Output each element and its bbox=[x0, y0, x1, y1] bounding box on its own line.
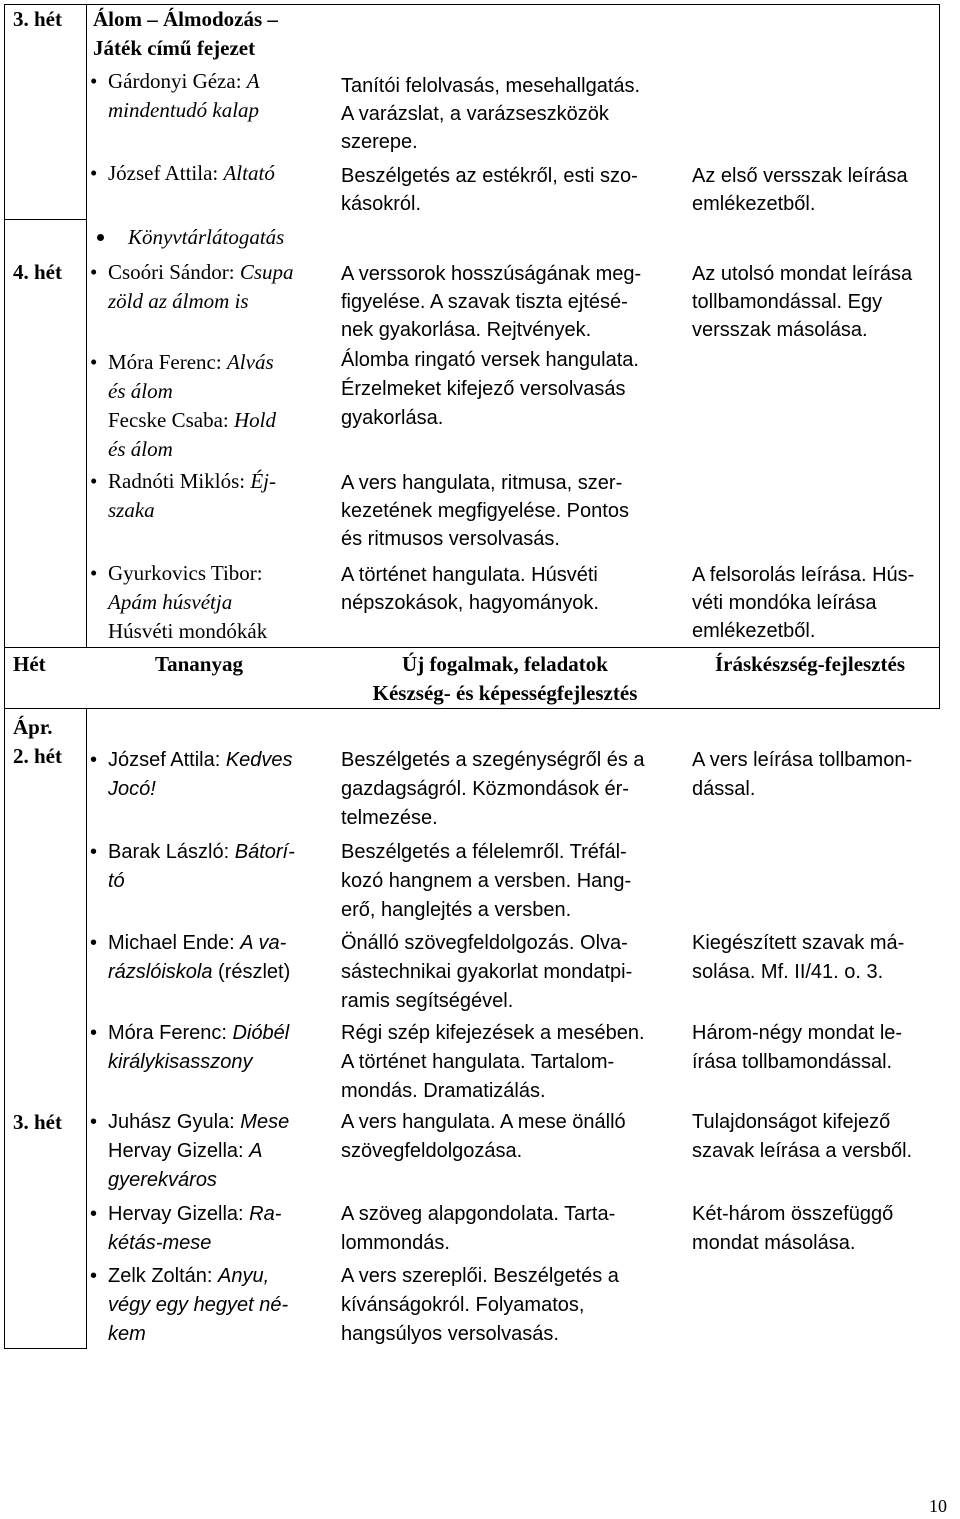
writing-task: A vers leírása tollbamon- bbox=[692, 749, 913, 771]
writing-task: Az első versszak leírása bbox=[692, 165, 908, 187]
reading-title: rázslóiskola (részlet) bbox=[108, 961, 291, 983]
task-text: kezetének megfigyelése. Pontos bbox=[341, 500, 629, 522]
task-text: hangsúlyos versolvasás. bbox=[341, 1323, 559, 1345]
writing-task: emlékezetből. bbox=[692, 193, 816, 215]
reading-item: • Móra Ferenc: Alvás bbox=[108, 348, 274, 377]
reading-title: mindentudó kalap bbox=[108, 98, 260, 122]
task-text: szövegfeldolgozása. bbox=[341, 1140, 523, 1162]
reading-item: • Zelk Zoltán: Anyu, bbox=[108, 1262, 269, 1291]
task-text: Beszélgetés az estékről, esti szo- bbox=[341, 165, 638, 187]
task-text: kásokról. bbox=[341, 193, 422, 215]
task-text: figyelése. A szavak tiszta ejtésé- bbox=[341, 291, 628, 313]
task-text: A verssorok hosszúságának meg- bbox=[341, 263, 642, 285]
task-text: nek gyakorlása. Rejtvények. bbox=[341, 319, 592, 341]
row-divider-konyvtar bbox=[4, 219, 86, 220]
task-text: A történet hangulata. Húsvéti bbox=[341, 564, 598, 586]
header-keszseg: Készség- és képességfejlesztés bbox=[372, 681, 638, 705]
task-text: gazdagságról. Közmondások ér- bbox=[341, 778, 629, 800]
writing-task: szavak leírása a versből. bbox=[692, 1140, 913, 1162]
writing-task: Az utolsó mondat leírása bbox=[692, 263, 913, 285]
writing-task: Kiegészített szavak má- bbox=[692, 932, 905, 954]
reading-title: királykisasszony bbox=[108, 1051, 253, 1073]
week-label: 3. hét bbox=[13, 1110, 62, 1134]
page-number: 10 bbox=[929, 1496, 947, 1516]
reading-item: Hervay Gizella: A bbox=[108, 1140, 263, 1162]
left-border-bottom bbox=[4, 709, 5, 1349]
chapter-title-2: Játék című fejezet bbox=[93, 36, 256, 60]
task-text: Önálló szövegfeldolgozás. Olva- bbox=[341, 932, 628, 954]
task-text: ramis segítségével. bbox=[341, 990, 514, 1012]
reading-title: zöld az álmom is bbox=[108, 289, 249, 313]
reading-item: • Csoóri Sándor: Csupa bbox=[108, 258, 294, 287]
task-text: A vers hangulata. A mese önálló bbox=[341, 1111, 626, 1133]
writing-task: Három-négy mondat le- bbox=[692, 1022, 903, 1044]
reading-item: • Barak László: Bátorí- bbox=[108, 838, 295, 867]
library-visit: Könyvtárlátogatás bbox=[128, 225, 285, 249]
reading-title: Jocó! bbox=[108, 778, 156, 800]
reading-item: • Gyurkovics Tibor: bbox=[108, 559, 263, 588]
task-text: A varázslat, a varázseszközök bbox=[341, 103, 609, 125]
task-text: Régi szép kifejezések a mesében. bbox=[341, 1022, 645, 1044]
reading-title: és álom bbox=[108, 379, 173, 403]
task-text: népszokások, hagyományok. bbox=[341, 592, 599, 614]
task-text: A történet hangulata. Tartalom- bbox=[341, 1051, 615, 1073]
task-text: kozó hangnem a versben. Hang- bbox=[341, 870, 632, 892]
bullet-icon bbox=[97, 234, 104, 241]
task-text: és ritmusos versolvasás. bbox=[341, 528, 560, 550]
task-text: Érzelmeket kifejező versolvasás bbox=[341, 378, 626, 400]
task-text: mondás. Dramatizálás. bbox=[341, 1080, 546, 1102]
writing-task: tollbamondással. Egy bbox=[692, 291, 883, 313]
writing-task: véti mondóka leírása bbox=[692, 592, 877, 614]
header-uj-fogalmak: Új fogalmak, feladatok bbox=[402, 652, 608, 676]
reading-title: szaka bbox=[108, 498, 155, 522]
task-text: telmezése. bbox=[341, 807, 438, 829]
week-label: 3. hét bbox=[13, 7, 62, 31]
task-text: kívánságokról. Folyamatos, bbox=[341, 1294, 585, 1316]
reading-item: • Hervay Gizella: Ra- bbox=[108, 1200, 281, 1229]
task-text: A vers szereplői. Beszélgetés a bbox=[341, 1265, 619, 1287]
week-label: 4. hét bbox=[13, 260, 62, 284]
col-divider-1 bbox=[86, 4, 87, 648]
reading-title: Apám húsvétja bbox=[108, 590, 233, 614]
reading-item: • Juhász Gyula: Mese bbox=[108, 1108, 289, 1137]
reading-item: Fecske Csaba: Hold bbox=[108, 408, 276, 432]
reading-item: • Michael Ende: A va- bbox=[108, 929, 286, 958]
task-text: Tanítói felolvasás, mesehallgatás. bbox=[341, 75, 641, 97]
reading-item: Húsvéti mondókák bbox=[108, 619, 268, 643]
writing-task: Két-három összefüggő bbox=[692, 1203, 894, 1225]
col-divider-bottom bbox=[86, 709, 87, 1349]
task-text: A vers hangulata, ritmusa, szer- bbox=[341, 472, 623, 494]
task-text: gyakorlása. bbox=[341, 407, 444, 429]
reading-title: gyerekváros bbox=[108, 1169, 217, 1191]
task-text: Beszélgetés a félelemről. Tréfál- bbox=[341, 841, 627, 863]
reading-item: • Radnóti Miklós: Éj- bbox=[108, 467, 276, 496]
reading-title: kem bbox=[108, 1323, 146, 1345]
writing-task: versszak másolása. bbox=[692, 319, 868, 341]
writing-task: írása tollbamondással. bbox=[692, 1051, 893, 1073]
header-iraskeszseg: Íráskészség-fejlesztés bbox=[714, 652, 906, 676]
writing-task: mondat másolása. bbox=[692, 1232, 856, 1254]
writing-task: emlékezetből. bbox=[692, 620, 816, 642]
task-text: Beszélgetés a szegénységről és a bbox=[341, 749, 645, 771]
writing-task: dással. bbox=[692, 778, 756, 800]
header-het: Hét bbox=[13, 652, 46, 676]
task-text: sástechnikai gyakorlat mondatpi- bbox=[341, 961, 633, 983]
reading-item: • József Attila: Kedves bbox=[108, 746, 293, 775]
writing-task: solása. Mf. II/41. o. 3. bbox=[692, 961, 884, 983]
task-text: erő, hanglejtés a versben. bbox=[341, 899, 572, 921]
week-label-2: 2. hét bbox=[13, 744, 62, 768]
task-text: szerepe. bbox=[341, 131, 418, 153]
header-tananyag: Tananyag bbox=[155, 652, 243, 676]
reading-item: • József Attila: Altató bbox=[108, 159, 275, 188]
task-text: lommondás. bbox=[341, 1232, 450, 1254]
reading-title: végy egy hegyet né- bbox=[108, 1294, 289, 1316]
reading-item: • Gárdonyi Géza: A bbox=[108, 67, 260, 96]
task-text: Álomba ringató versek hangulata. bbox=[341, 349, 639, 371]
writing-task: Tulajdonságot kifejező bbox=[692, 1111, 891, 1133]
writing-task: A felsorolás leírása. Hús- bbox=[692, 564, 915, 586]
chapter-title: Álom – Álmodozás – bbox=[93, 7, 278, 31]
reading-title: kétás-mese bbox=[108, 1232, 212, 1254]
reading-title: és álom bbox=[108, 437, 173, 461]
reading-item: • Móra Ferenc: Dióbél bbox=[108, 1019, 289, 1048]
week-label: Ápr. bbox=[13, 715, 53, 739]
reading-title: tó bbox=[108, 870, 125, 892]
task-text: A szöveg alapgondolata. Tarta- bbox=[341, 1203, 616, 1225]
table-bottom-line bbox=[4, 1348, 86, 1349]
